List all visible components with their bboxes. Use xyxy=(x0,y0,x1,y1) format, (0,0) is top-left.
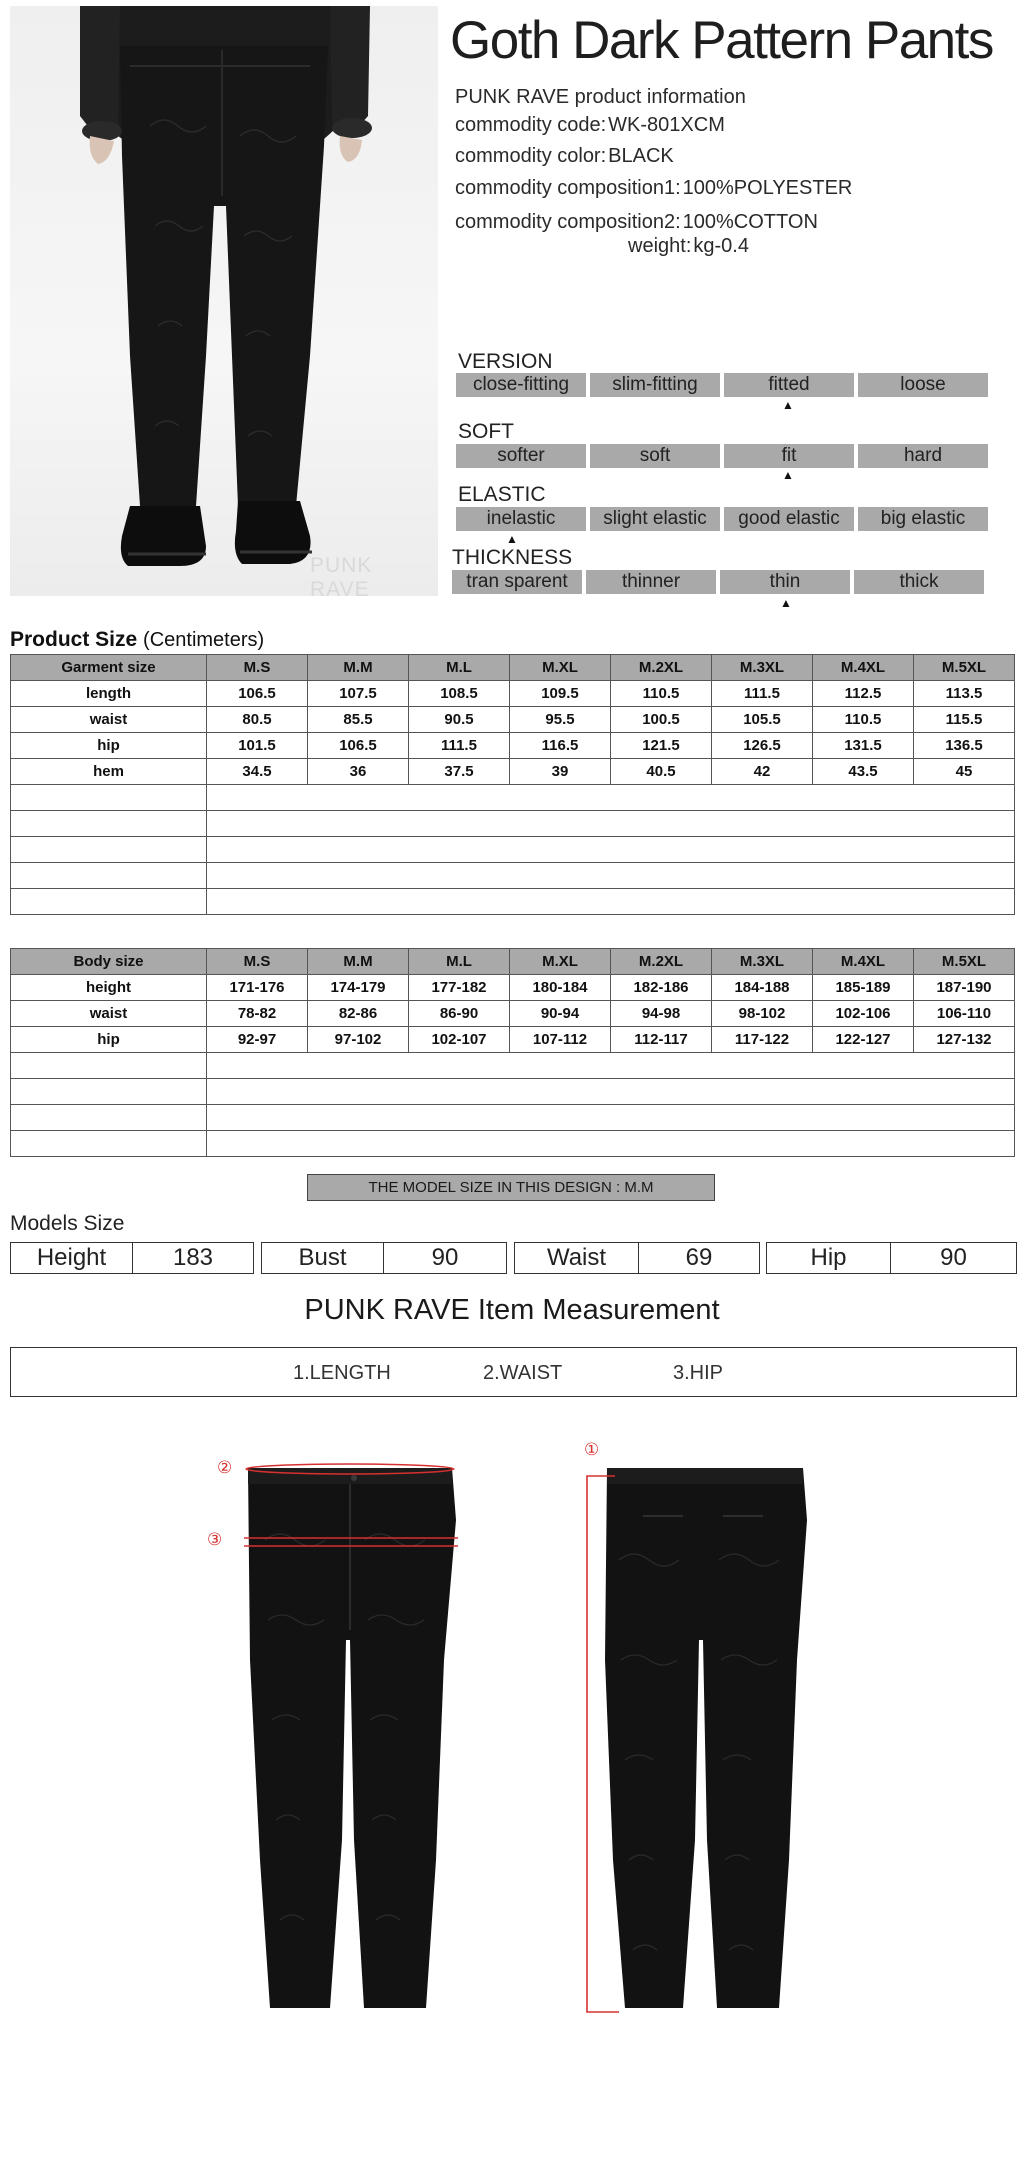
info-commodity-code xyxy=(455,114,725,137)
measurement-legend xyxy=(10,1347,1017,1397)
table-cell: 36 xyxy=(308,759,409,785)
table-cell: 127-132 xyxy=(914,1027,1015,1053)
table-row xyxy=(11,1001,1015,1027)
table-row-empty xyxy=(11,1079,1015,1105)
table-cell: 85.5 xyxy=(308,707,409,733)
table-cell: 111.5 xyxy=(409,733,510,759)
thickness-selected-marker: ▲ xyxy=(780,596,792,610)
scale-option: fit xyxy=(724,444,854,468)
scale-option: fitted xyxy=(724,373,854,397)
table-cell xyxy=(207,889,1015,915)
scale-option: good elastic xyxy=(724,507,854,531)
table-cell: 40.5 xyxy=(611,759,712,785)
scale-option: thin xyxy=(720,570,850,594)
scale-option: tran sparent xyxy=(452,570,582,594)
table-cell: 101.5 xyxy=(207,733,308,759)
table-row-empty xyxy=(11,837,1015,863)
table-cell: 122-127 xyxy=(813,1027,914,1053)
info-value: WK-801XCM xyxy=(608,114,725,136)
table-cell: 78-82 xyxy=(207,1001,308,1027)
scale-option: close-fitting xyxy=(456,373,586,397)
product-size-title-text: Product Size xyxy=(10,628,138,651)
table-cell: 113.5 xyxy=(914,681,1015,707)
table-cell: hem xyxy=(11,759,207,785)
model-measure-value: 69 xyxy=(685,1244,713,1271)
soft-title: SOFT xyxy=(458,420,514,443)
table-cell: 102-107 xyxy=(409,1027,510,1053)
table-cell: 90.5 xyxy=(409,707,510,733)
info-label: commodity composition2: xyxy=(455,211,681,233)
table-cell: 92-97 xyxy=(207,1027,308,1053)
table-cell: 108.5 xyxy=(409,681,510,707)
table-cell xyxy=(207,1079,1015,1105)
scale-option: loose xyxy=(858,373,988,397)
version-title: VERSION xyxy=(458,350,553,373)
info-value: 100%COTTON xyxy=(682,211,818,233)
table-cell xyxy=(207,1131,1015,1157)
table-cell xyxy=(11,785,207,811)
pants-front-illustration xyxy=(230,1460,470,2020)
table-header-cell: M.5XL xyxy=(914,655,1015,681)
table-cell: 174-179 xyxy=(308,975,409,1001)
table-header-cell: M.5XL xyxy=(914,949,1015,975)
scale-option: thinner xyxy=(586,570,716,594)
info-value: BLACK xyxy=(608,145,674,167)
table-cell: 94-98 xyxy=(611,1001,712,1027)
scale-option: soft xyxy=(590,444,720,468)
info-label: commodity color: xyxy=(455,145,607,167)
pants-back-view xyxy=(583,1460,823,2020)
model-measure-value: 90 xyxy=(940,1244,967,1271)
table-cell xyxy=(11,1079,207,1105)
table-row-empty xyxy=(11,863,1015,889)
models-size-title: Models Size xyxy=(10,1212,125,1235)
table-header-cell: M.XL xyxy=(510,655,611,681)
model-measure-label: Hip xyxy=(767,1243,891,1273)
table-cell: 107.5 xyxy=(308,681,409,707)
table-cell: 39 xyxy=(510,759,611,785)
scale-option: hard xyxy=(858,444,988,468)
table-header-cell: Body size xyxy=(11,949,207,975)
table-cell: 185-189 xyxy=(813,975,914,1001)
table-cell: 110.5 xyxy=(611,681,712,707)
table-row-empty xyxy=(11,811,1015,837)
table-row xyxy=(11,1027,1015,1053)
elastic-title: ELASTIC xyxy=(458,483,546,506)
table-cell xyxy=(11,811,207,837)
table-cell: 37.5 xyxy=(409,759,510,785)
info-commodity-color xyxy=(455,145,674,168)
model-wearing-pants-illustration xyxy=(10,6,438,596)
table-header-cell: M.S xyxy=(207,655,308,681)
table-cell: 117-122 xyxy=(712,1027,813,1053)
measurement-item-length: 1.LENGTH xyxy=(293,1362,391,1384)
table-cell xyxy=(11,1105,207,1131)
table-cell: 121.5 xyxy=(611,733,712,759)
product-size-title xyxy=(10,628,264,652)
table-cell xyxy=(11,1053,207,1079)
scale-option: inelastic xyxy=(456,507,586,531)
elastic-scale xyxy=(456,507,988,531)
table-cell: 177-182 xyxy=(409,975,510,1001)
table-row xyxy=(11,681,1015,707)
info-weight xyxy=(628,235,749,258)
info-composition-1 xyxy=(455,177,852,200)
product-title: Goth Dark Pattern Pants xyxy=(450,11,993,70)
table-cell: height xyxy=(11,975,207,1001)
marker-length: ① xyxy=(584,1440,600,1459)
table-header-cell: M.3XL xyxy=(712,949,813,975)
table-cell xyxy=(207,1105,1015,1131)
model-measure-value: 90 xyxy=(431,1244,459,1271)
model-measure-label: Height xyxy=(11,1243,133,1273)
scale-option: softer xyxy=(456,444,586,468)
table-cell: 116.5 xyxy=(510,733,611,759)
table-cell: 171-176 xyxy=(207,975,308,1001)
measurement-title: PUNK RAVE Item Measurement xyxy=(304,1294,720,1326)
info-value: 100%POLYESTER xyxy=(682,177,853,199)
table-cell xyxy=(207,1053,1015,1079)
table-cell xyxy=(207,863,1015,889)
table-row xyxy=(11,733,1015,759)
table-cell: 43.5 xyxy=(813,759,914,785)
pants-back-illustration xyxy=(583,1460,823,2020)
model-measure-height xyxy=(10,1242,254,1274)
table-cell: 107-112 xyxy=(510,1027,611,1053)
table-cell xyxy=(207,785,1015,811)
table-row xyxy=(11,975,1015,1001)
table-cell: 42 xyxy=(712,759,813,785)
model-size-banner: THE MODEL SIZE IN THIS DESIGN : M.M xyxy=(307,1174,715,1201)
table-header-cell: M.4XL xyxy=(813,655,914,681)
table-row-empty xyxy=(11,1105,1015,1131)
elastic-selected-marker: ▲ xyxy=(506,532,518,546)
soft-selected-marker: ▲ xyxy=(782,468,794,482)
info-heading xyxy=(455,86,746,109)
scale-option: slim-fitting xyxy=(590,373,720,397)
table-cell: 86-90 xyxy=(409,1001,510,1027)
version-selected-marker: ▲ xyxy=(782,398,794,412)
model-measure-label: Bust xyxy=(262,1243,384,1273)
table-cell: 106.5 xyxy=(207,681,308,707)
info-label: commodity composition1: xyxy=(455,177,681,199)
table-cell: 98-102 xyxy=(712,1001,813,1027)
table-row-empty xyxy=(11,785,1015,811)
table-row xyxy=(11,759,1015,785)
marker-hip: ③ xyxy=(207,1530,223,1549)
table-cell: 184-188 xyxy=(712,975,813,1001)
table-header-cell: M.M xyxy=(308,655,409,681)
table-cell xyxy=(11,837,207,863)
info-heading-label: PUNK RAVE product information xyxy=(455,86,746,108)
table-header-cell: M.3XL xyxy=(712,655,813,681)
table-cell: 90-94 xyxy=(510,1001,611,1027)
table-cell: hip xyxy=(11,733,207,759)
table-cell: 187-190 xyxy=(914,975,1015,1001)
measurement-item-hip: 3.HIP xyxy=(673,1362,724,1384)
marker-waist: ② xyxy=(217,1458,233,1477)
table-cell: 82-86 xyxy=(308,1001,409,1027)
thickness-title: THICKNESS xyxy=(452,546,573,569)
table-header-cell: M.L xyxy=(409,949,510,975)
table-cell: 97-102 xyxy=(308,1027,409,1053)
table-cell xyxy=(207,837,1015,863)
table-cell: 126.5 xyxy=(712,733,813,759)
table-cell: 180-184 xyxy=(510,975,611,1001)
table-cell: 100.5 xyxy=(611,707,712,733)
table-cell: 106.5 xyxy=(308,733,409,759)
table-row-empty xyxy=(11,1053,1015,1079)
table-row-empty xyxy=(11,1131,1015,1157)
table-cell xyxy=(11,863,207,889)
table-header-cell: M.2XL xyxy=(611,949,712,975)
model-measure-bust xyxy=(261,1242,507,1274)
table-header-cell: M.S xyxy=(207,949,308,975)
product-size-table xyxy=(10,654,1015,915)
info-label: weight: xyxy=(628,235,692,257)
table-cell: 45 xyxy=(914,759,1015,785)
table-cell: 34.5 xyxy=(207,759,308,785)
model-measure-label: Waist xyxy=(515,1243,639,1273)
table-cell: waist xyxy=(11,707,207,733)
table-cell: 112-117 xyxy=(611,1027,712,1053)
table-cell: 95.5 xyxy=(510,707,611,733)
table-header-cell: M.L xyxy=(409,655,510,681)
table-cell: length xyxy=(11,681,207,707)
table-cell: 111.5 xyxy=(712,681,813,707)
thickness-scale xyxy=(452,570,984,594)
table-header-cell: M.4XL xyxy=(813,949,914,975)
product-size-unit: (Centimeters) xyxy=(143,629,265,651)
measurement-item-waist: 2.WAIST xyxy=(483,1362,563,1384)
table-cell: 109.5 xyxy=(510,681,611,707)
table-cell: 80.5 xyxy=(207,707,308,733)
scale-option: big elastic xyxy=(858,507,988,531)
table-header-cell: M.M xyxy=(308,949,409,975)
table-row-empty xyxy=(11,889,1015,915)
table-cell xyxy=(11,889,207,915)
soft-scale xyxy=(456,444,988,468)
pants-front-view xyxy=(230,1460,470,2020)
table-cell: 112.5 xyxy=(813,681,914,707)
table-cell: waist xyxy=(11,1001,207,1027)
info-label: commodity code: xyxy=(455,114,607,136)
watermark: PUNK RAVE xyxy=(310,554,373,596)
table-row xyxy=(11,707,1015,733)
table-cell: 131.5 xyxy=(813,733,914,759)
table-header-cell: M.2XL xyxy=(611,655,712,681)
info-composition-2 xyxy=(455,211,818,234)
table-cell: 136.5 xyxy=(914,733,1015,759)
table-cell: 105.5 xyxy=(712,707,813,733)
scale-option: slight elastic xyxy=(590,507,720,531)
table-cell xyxy=(11,1131,207,1157)
table-cell: 110.5 xyxy=(813,707,914,733)
table-header-cell: Garment size xyxy=(11,655,207,681)
model-measure-value: 183 xyxy=(172,1244,214,1271)
table-cell: 106-110 xyxy=(914,1001,1015,1027)
table-cell xyxy=(207,811,1015,837)
table-cell: 102-106 xyxy=(813,1001,914,1027)
model-measure-hip xyxy=(766,1242,1017,1274)
table-cell: hip xyxy=(11,1027,207,1053)
table-header-row xyxy=(11,655,1015,681)
scale-option: thick xyxy=(854,570,984,594)
info-value: kg-0.4 xyxy=(693,235,749,257)
product-photo xyxy=(10,6,438,596)
version-scale xyxy=(456,373,988,397)
table-cell: 182-186 xyxy=(611,975,712,1001)
table-header-cell: M.XL xyxy=(510,949,611,975)
table-cell: 115.5 xyxy=(914,707,1015,733)
table-header-row xyxy=(11,949,1015,975)
body-size-table xyxy=(10,948,1015,1157)
model-measure-waist xyxy=(514,1242,760,1274)
